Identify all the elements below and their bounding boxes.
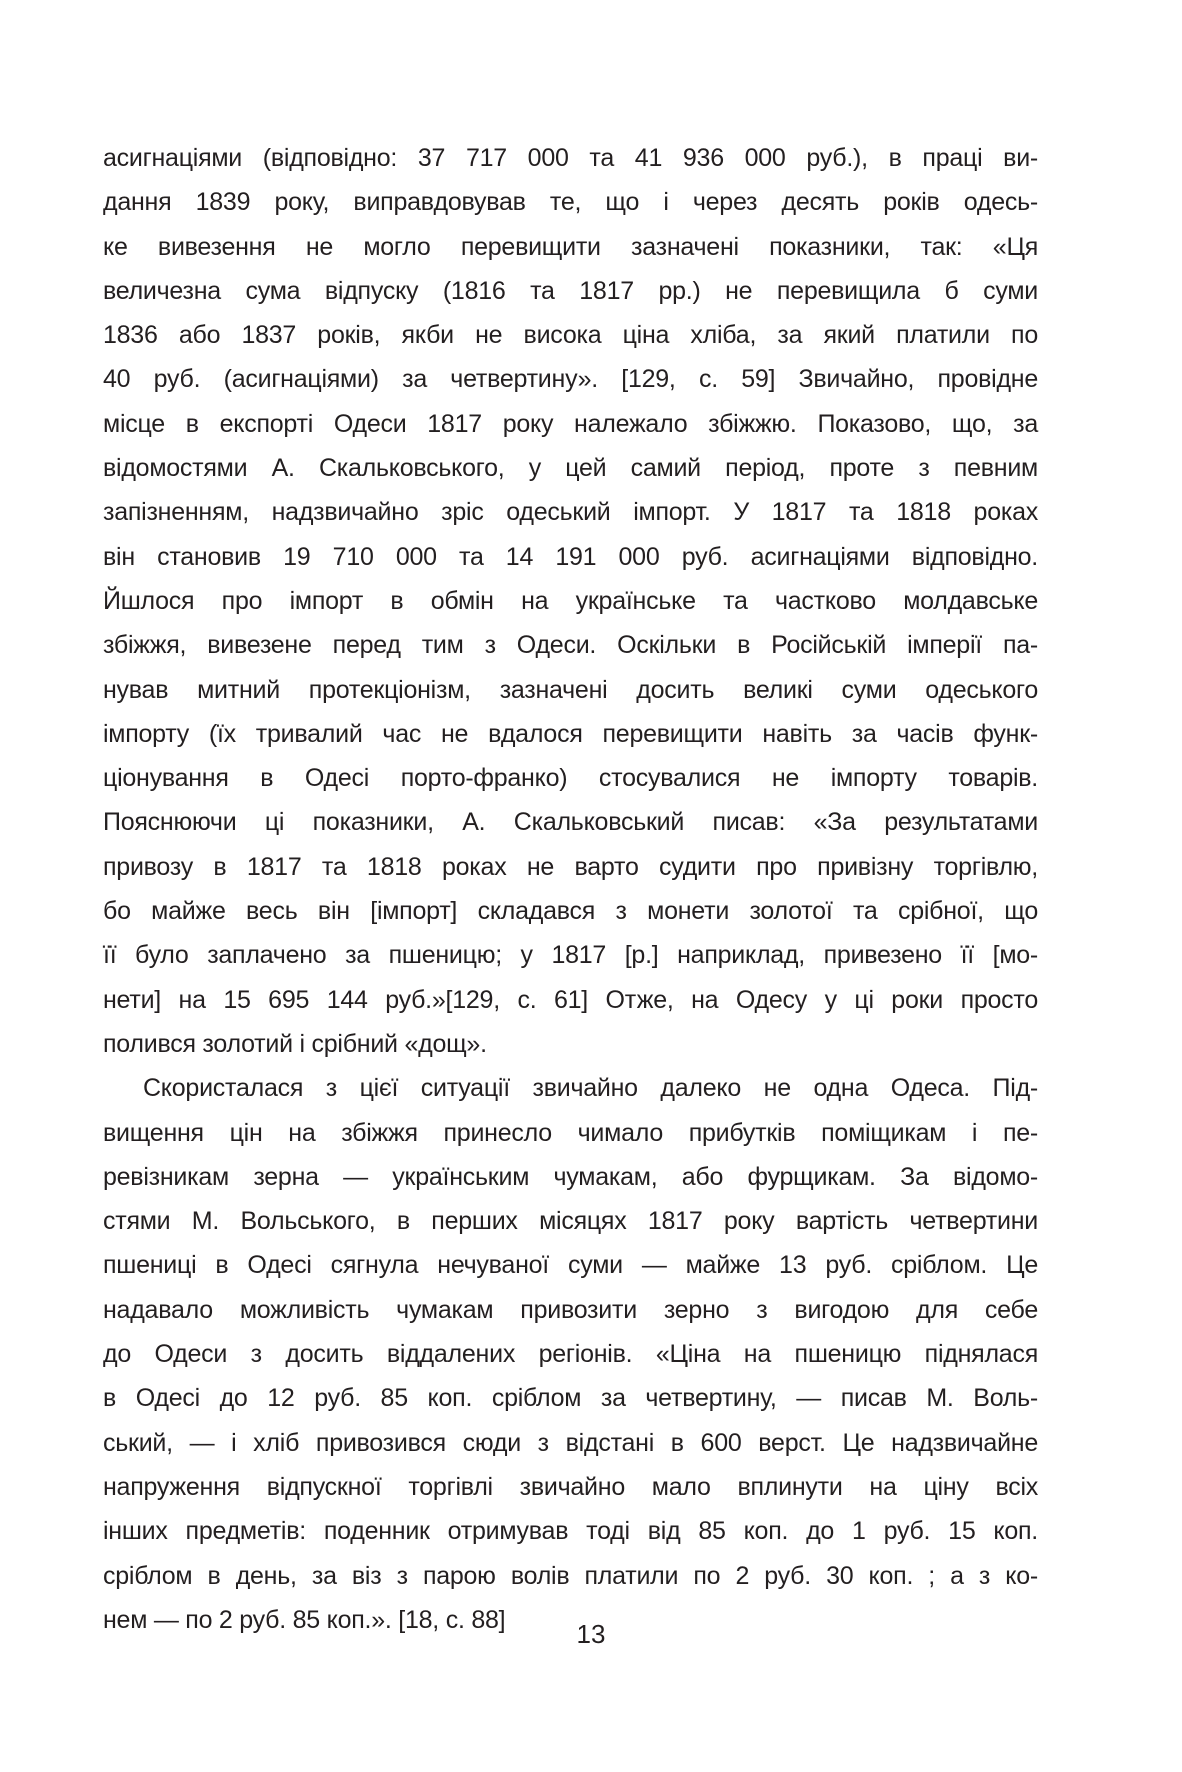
text-line: місце в експорті Одеси 1817 року належало збіжжю. Показово, що, за bbox=[103, 409, 1038, 438]
text-line: він становив 19 710 000 та 14 191 000 руб. асигнаціями відповідно. bbox=[103, 542, 1038, 571]
text-line: сріблом в день, за віз з парою волів платили по 2 руб. 30 коп. ; а з ко- bbox=[103, 1561, 1038, 1590]
text-line: нем — по 2 руб. 85 коп.». [18, с. 88] bbox=[103, 1605, 506, 1634]
text-line: надавало можливість чумакам привозити зерно з вигодою для себе bbox=[103, 1295, 1038, 1324]
text-line: відомостями А. Скальковського, у цей самий період, проте з певним bbox=[103, 454, 1038, 483]
text-line: ціонування в Одесі порто-франко) стосувалися не імпорту товарів. bbox=[103, 764, 1038, 793]
text-line: в Одесі до 12 руб. 85 коп. сріблом за четвертину, — писав М. Воль- bbox=[103, 1384, 1038, 1413]
text-line: стями М. Вольського, в перших місяцях 1817 року вартість четвертини bbox=[103, 1207, 1038, 1236]
text-line: 1836 або 1837 років, якби не висока ціна хліба, за який платили по bbox=[103, 321, 1038, 350]
text-line: Скористалася з цієї ситуації звичайно далеко не одна Одеса. Під- bbox=[143, 1074, 1038, 1103]
text-line: до Одеси з досить віддалених регіонів. «Ціна на пшеницю піднялася bbox=[103, 1340, 1038, 1369]
text-line: запізненням, надзвичайно зріс одеський імпорт. У 1817 та 1818 роках bbox=[103, 498, 1038, 527]
text-line: збіжжя, вивезене перед тим з Одеси. Оскільки в Російській імперії па- bbox=[103, 631, 1038, 660]
text-line: 40 руб. (асигнаціями) за четвертину». [129, с. 59] Звичайно, провідне bbox=[103, 365, 1038, 394]
text-line: бо майже весь він [імпорт] складався з монети золотої та срібної, що bbox=[103, 897, 1038, 926]
page-number: 13 bbox=[576, 1619, 606, 1649]
text-line: Пояснюючи ці показники, А. Скальковський писав: «За результатами bbox=[103, 808, 1038, 837]
text-line: нував митний протекціонізм, зазначені досить великі суми одеського bbox=[103, 675, 1038, 704]
text-line: ке вивезення не могло перевищити зазначені показники, так: «Ця bbox=[103, 232, 1038, 261]
text-line: асигнаціями (відповідно: 37 717 000 та 41 936 000 руб.), в праці ви- bbox=[103, 144, 1038, 172]
text-line: нети] на 15 695 144 руб.»[129, с. 61] Отже, на Одесу у ці роки просто bbox=[103, 985, 1038, 1014]
text-line: інших предметів: поденник отримував тоді від 85 коп. до 1 руб. 15 коп. bbox=[103, 1517, 1038, 1546]
text-line: ревізникам зерна — українським чумакам, або фурщикам. За відомо- bbox=[103, 1162, 1038, 1191]
text-line: напруження відпускної торгівлі звичайно мало вплинути на ціну всіх bbox=[103, 1472, 1038, 1501]
text-line: ський, — і хліб привозився сюди з відстані в 600 верст. Це надзвичайне bbox=[103, 1428, 1038, 1457]
text-line: дання 1839 року, виправдовував те, що і через десять років одесь- bbox=[103, 188, 1038, 217]
text-line: вищення цін на збіжжя принесло чимало прибутків поміщикам і пе- bbox=[103, 1118, 1038, 1147]
text-line: пшениці в Одесі сягнула нечуваної суми — майже 13 руб. сріблом. Це bbox=[103, 1251, 1038, 1280]
text-line: імпорту (їх тривалий час не вдалося перевищити навіть за часів функ- bbox=[103, 719, 1038, 748]
text-line: полився золотий і срібний «дощ». bbox=[103, 1029, 487, 1058]
body-text bbox=[103, 136, 1038, 1642]
text-line: її було заплачено за пшеницю; у 1817 [р.] наприклад, привезено її [мо- bbox=[103, 941, 1038, 970]
text-line: Йшлося про імпорт в обмін на українське та частково молдавське bbox=[103, 586, 1038, 615]
text-line: величезна сума відпуску (1816 та 1817 рр.) не перевищила б суми bbox=[103, 276, 1038, 305]
text-line: привозу в 1817 та 1818 роках не варто судити про привізну торгівлю, bbox=[103, 852, 1038, 881]
